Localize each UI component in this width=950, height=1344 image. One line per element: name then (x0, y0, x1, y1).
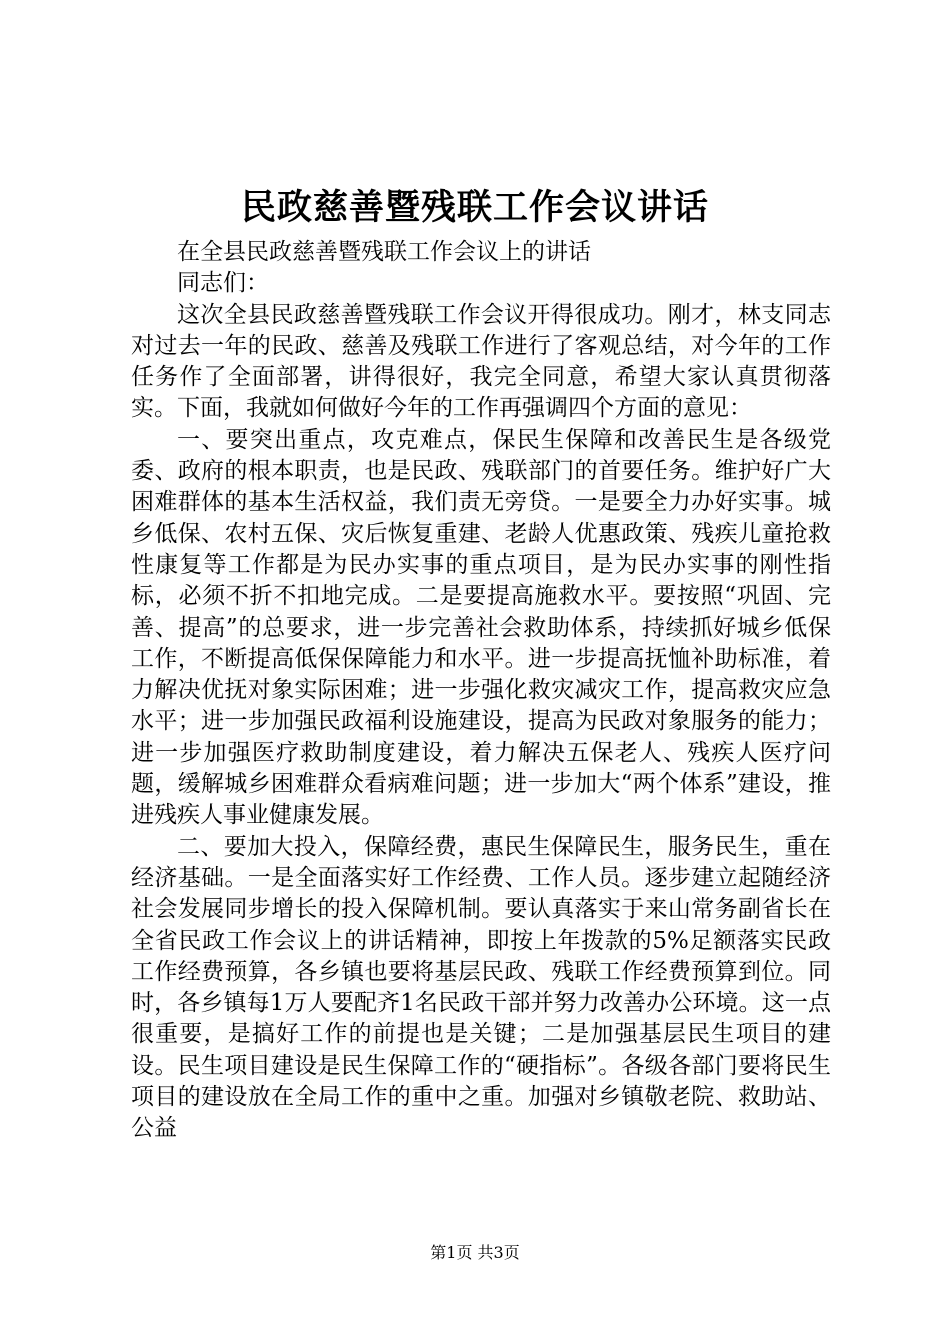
paragraph-point-one: 一、要突出重点，攻克难点，保民生保障和改善民生是各级党委、政府的根本职责，也是民政、残联部门的首要任务。维护好广大困难群体的基本生活权益，我们责无旁贷。一是要全力办好实事。城乡低保、农村五保、灾后恢复重建、老龄人优惠政策、残疾儿童抢救性康复等工作都是为民办实事的重点项目，是为民办实事的刚性指标，必须不折不扣地完成。二是要提高施救水平。要按照“巩固、完善、提高”的总要求，进一步完善社会救助体系，持续抓好城乡低保工作，不断提高低保保障能力和水平。进一步提高抚恤补助标准，着力解决优抚对象实际困难；进一步强化救灾减灾工作，提高救灾应急水平；进一步加强民政福利设施建设，提高为民政对象服务的能力；进一步加强医疗救助制度建设，着力解决五保老人、残疾人医疗问题，缓解城乡困难群众看病难问题；进一步加大“两个体系”建设，推进残疾人事业健康发展。 (131, 426, 831, 829)
document-title: 民政慈善暨残联工作会议讲话 (240, 187, 709, 228)
paragraph-intro: 这次全县民政慈善暨残联工作会议开得很成功。刚才，林支同志对过去一年的民政、慈善及残联工作进行了客观总结，对今年的工作任务作了全面部署，讲得很好，我完全同意，希望大家认真贯彻落实。下面，我就如何做好今年的工作再强调四个方面的意见： (131, 301, 831, 422)
document-body (131, 237, 831, 1145)
salutation: 同志们： (177, 270, 269, 297)
page-footer: 第1页 共3页 (430, 1243, 520, 1262)
paragraph-point-two: 二、要加大投入，保障经费，惠民生保障民生，服务民生，重在经济基础。一是全面落实好工作经费、工作人员。逐步建立起随经济社会发展同步增长的投入保障机制。要认真落实于来山常务副省长在全省民政工作会议上的讲话精神，即按上年拨款的5%足额落实民政工作经费预算，各乡镇也要将基层民政、残联工作经费预算到位。同时，各乡镇每1万人要配齐1名民政干部并努力改善办公环境。这一点很重要，是搞好工作的前提也是关键；二是加强基层民生项目的建设。民生项目建设是民生保障工作的“硬指标”。各级各部门要将民生项目的建设放在全局工作的重中之重。加强对乡镇敬老院、救助站、公益 (131, 833, 831, 1142)
speech-subtitle: 在全县民政慈善暨残联工作会议上的讲话 (177, 239, 591, 265)
